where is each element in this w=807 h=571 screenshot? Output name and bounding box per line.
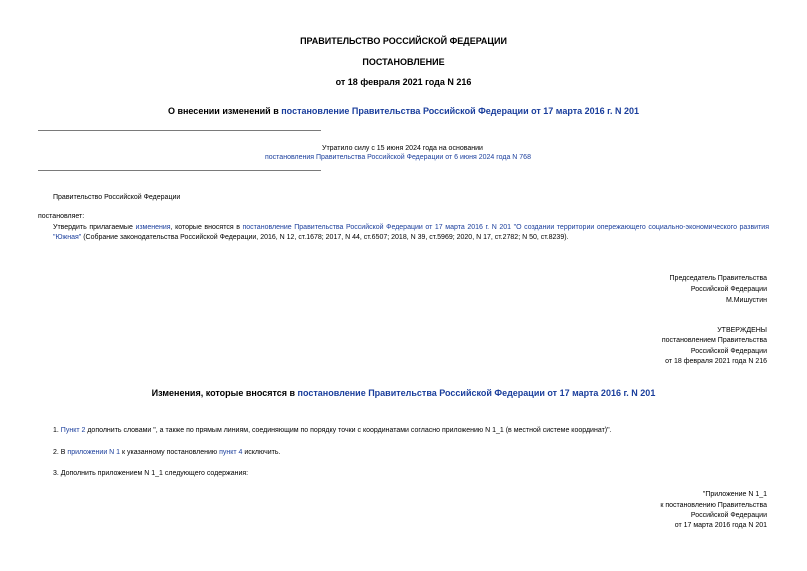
approval-text-1: Утвердить прилагаемые [53,224,136,231]
change-item-3: 3. Дополнить приложением N 1_1 следующего содержания: [53,470,249,477]
change-item-1 [53,426,612,436]
approved-line-3: Российской Федерации [690,348,767,355]
document-type-heading: ПОСТАНОВЛЕНИЕ [362,57,445,67]
government-name: Правительство Российской Федерации [53,194,181,201]
signatory-name: М.Мишустин [725,297,767,304]
approved-line-2: постановлением Правительства [661,337,767,344]
document-title-prefix: О внесении изменений в [167,106,282,116]
item-1-text: дополнить словами ", а также по прямым линиям, соединяющим по порядку точки с координатами согласно приложению N 1_1 (в местной системе координат)". [85,427,612,434]
decrees-word: постановляет: [38,213,85,220]
changes-decree-link[interactable]: постановление Правительства Российской Федерации от 17 марта 2016 г. N 201 [297,388,656,398]
divider-bottom [38,170,321,171]
approved-heading: УТВЕРЖДЕНЫ [717,327,767,334]
repealing-decree-link[interactable]: постановления Правительства Российской Федерации от 6 июня 2024 года N 768 [265,154,531,161]
change-item-2 [53,448,280,458]
point-2-link[interactable]: Пункт 2 [60,427,86,434]
signature-title: Председатель Правительства [669,275,767,282]
changes-title-prefix: Изменения, которые вносятся в [151,388,298,398]
item-1-number: 1. [53,427,61,434]
appendix-line-4: от 17 марта 2016 года N 201 [674,522,767,529]
expiry-notice: Утратило силу с 15 июня 2024 года на основании [322,145,483,152]
item-2-prefix: 2. В [53,449,68,456]
signature-title-2: Российской Федерации [690,286,767,293]
approval-text-2: , которые вносятся в [170,224,243,231]
item-2-text: исключить. [242,449,281,456]
item-2-mid: к указанному постановлению [120,449,220,456]
changes-title [0,388,807,398]
document-date-number: от 18 февраля 2021 года N 216 [335,77,472,87]
approved-line-4: от 18 февраля 2021 года N 216 [665,358,767,365]
appendix-line-2: к постановлению Правительства [660,502,767,509]
document-title [0,106,807,116]
appendix-line-3: Российской Федерации [690,512,767,519]
point-4-link[interactable]: пункт 4 [219,449,243,456]
divider-top [38,130,321,131]
organization-heading: ПРАВИТЕЛЬСТВО РОССИЙСКОЙ ФЕДЕРАЦИИ [300,36,507,46]
approval-text-3: (Собрание законодательства Российской Федерации, 2016, N 12, ст.1678; 2017, N 44, ст.6507; 2018, N 39, ст.5969; 2020, N 17, ст.2782; N 50, ст.8239). [81,234,569,241]
amended-decree-link[interactable]: постановление Правительства Российской Федерации от 17 марта 2016 г. N 201 [281,106,640,116]
appendix-1-link[interactable]: приложении N 1 [67,449,121,456]
appendix-heading: "Приложение N 1_1 [702,491,767,498]
decree-201-link[interactable]: постановление Правительства Российской Федерации от 17 марта 2016 г. N 201 "О создании территории опережающего социально-экономического развития "Южная" [53,224,769,241]
changes-link[interactable]: изменения [135,224,171,231]
approval-paragraph [53,223,769,243]
